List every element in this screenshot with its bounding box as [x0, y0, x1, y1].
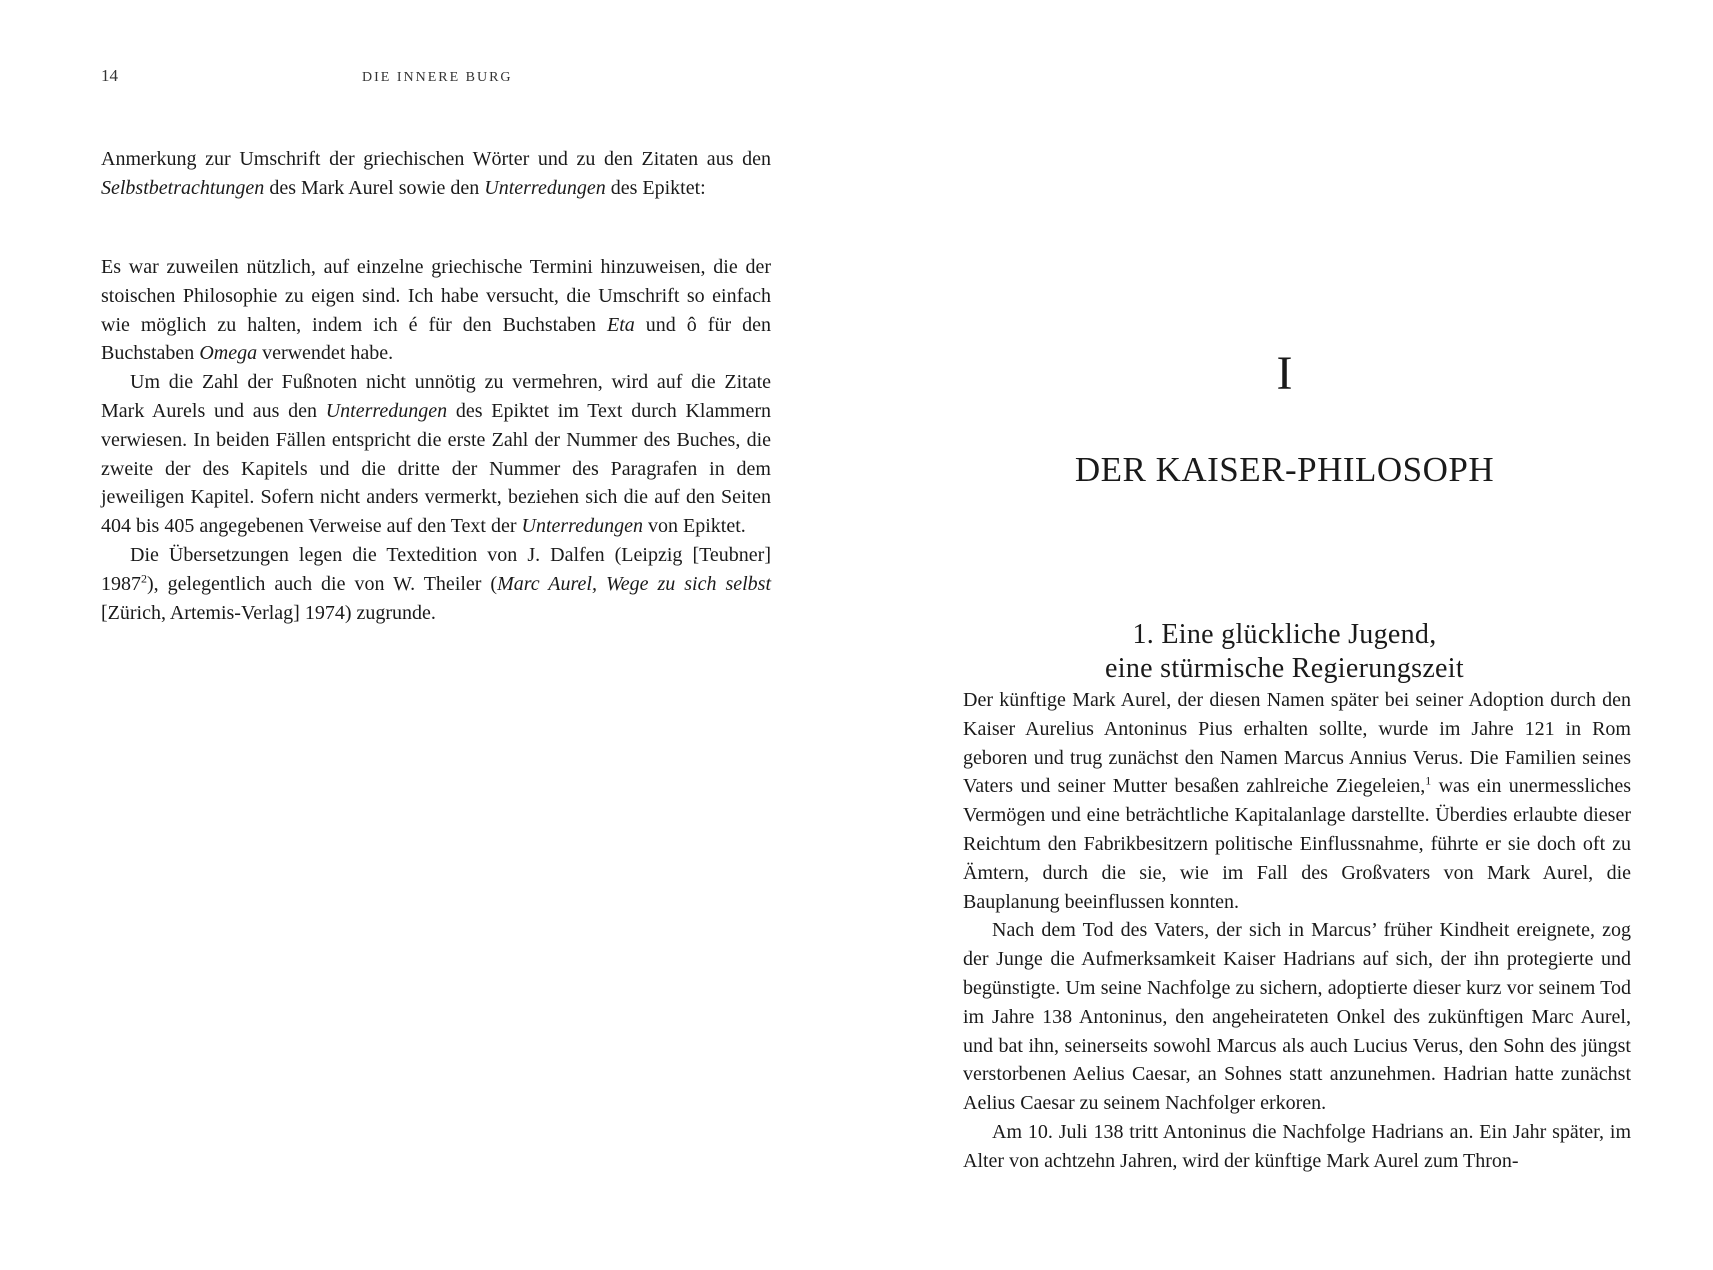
- running-title: DIE INNERE BURG: [362, 70, 513, 85]
- chapter-number: I: [1276, 347, 1293, 401]
- footnote-marker[interactable]: 1: [1425, 773, 1432, 788]
- chapter-title: DER KAISER-PHILOSOPH: [1074, 450, 1495, 490]
- left-page: [0, 0, 856, 1270]
- edition-superscript: 2: [141, 571, 147, 586]
- note-paragraph-2: Um die Zahl der Fußnoten nicht unnötig zu vermehren, wird auf die Zitate Mark Aurels und aus den Unterredungen des Epiktet im Text durch Klammern verwiesen. In beiden Fällen entspricht die erste Zahl der Nummer des Buches, die zweite der des Kapitels und die dritte der Nummer des Paragrafen in dem jeweiligen Kapitel. Sofern nicht anders vermerkt, beziehen sich die auf den Seiten 404 bis 405 angegebenen Verweise auf den Text der Unterredungen von Epiktet.: [101, 371, 772, 538]
- section-title: 1. Eine glückliche Jugend, eine stürmische Regierungszeit: [1105, 619, 1464, 684]
- note-paragraph-3: Die Übersetzungen legen die Textedition von J. Dalfen (Leipzig [Teubner] 1987$^2$), gelegentlich auch die von W. Theiler (Marc Aurel, Wege zu sich selbst [Zürich, Artemis-Verlag] 1974) zugrunde.: [101, 543, 772, 624]
- chapter-paragraph-2: Nach dem Tod des Vaters, der sich in Marcus’ früher Kindheit ereignete, zog der Junge die Aufmerksamkeit Kaiser Hadrians auf sich, der ihn protegierte und begünstigte. Um seine Nachfolge zu sichern, adoptierte dieser kurz vor seinem Tod im Jahre 138 Antoninus, den angeheirateten Onkel des zukünftigen Marc Aurel, und bat ihn, seinerseits sowohl Marcus als auch Lucius Verus, den Sohn des jüngst verstorbenen Aelius Caesar, an Sohnes statt anzunehmen. Hadrian hatte zunächst Aelius Caesar zu seinem Nachfolger erkoren.: [963, 919, 1631, 1115]
- page-number: 14: [101, 66, 118, 85]
- chapter-body: [963, 686, 1631, 1176]
- right-page: [856, 0, 1713, 1270]
- note-body: [101, 253, 771, 627]
- note-heading: Anmerkung zur Umschrift der griechischen Wörter und zu den Zitaten aus den Selbstbetrachtungen des Mark Aurel sowie den Unterredungen des Epiktet:: [101, 148, 771, 199]
- chapter-paragraph-3: Am 10. Juli 138 tritt Antoninus die Nachfolge Hadrians an. Ein Jahr später, im Alter von achtzehn Jahren, wird der künftige Mark Aurel zum Thron-: [963, 1120, 1631, 1172]
- chapter-paragraph-1: Der künftige Mark Aurel, der diesen Namen später bei seiner Adoption durch den Kaiser Aurelius Antoninus Pius erhalten sollte, wurde im Jahre 121 in Rom geboren und trug zunächst den Namen Marcus Annius Verus. Die Familien seines Vaters und seiner Mutter besaßen zahlreiche Ziegeleien,$^1$ was ein unermessliches Vermögen und eine beträchtliche Kapitalanlage darstellte. Überdies erlaubte dieser Reichtum den Fabrikbesitzern politische Einflussnahme, führte er sie doch oft zu Ämtern, durch die sie, wie im Fall des Großvaters von Mark Aurel, die Bauplanung beeinflussen konnten.: [963, 689, 1631, 913]
- note-paragraph-1: Es war zuweilen nützlich, auf einzelne griechische Termini hinzuweisen, die der stoischen Philosophie zu eigen sind. Ich habe versucht, die Umschrift so einfach wie möglich zu halten, indem ich é für den Buchstaben Eta und ô für den Buchstaben Omega verwendet habe.: [101, 256, 771, 365]
